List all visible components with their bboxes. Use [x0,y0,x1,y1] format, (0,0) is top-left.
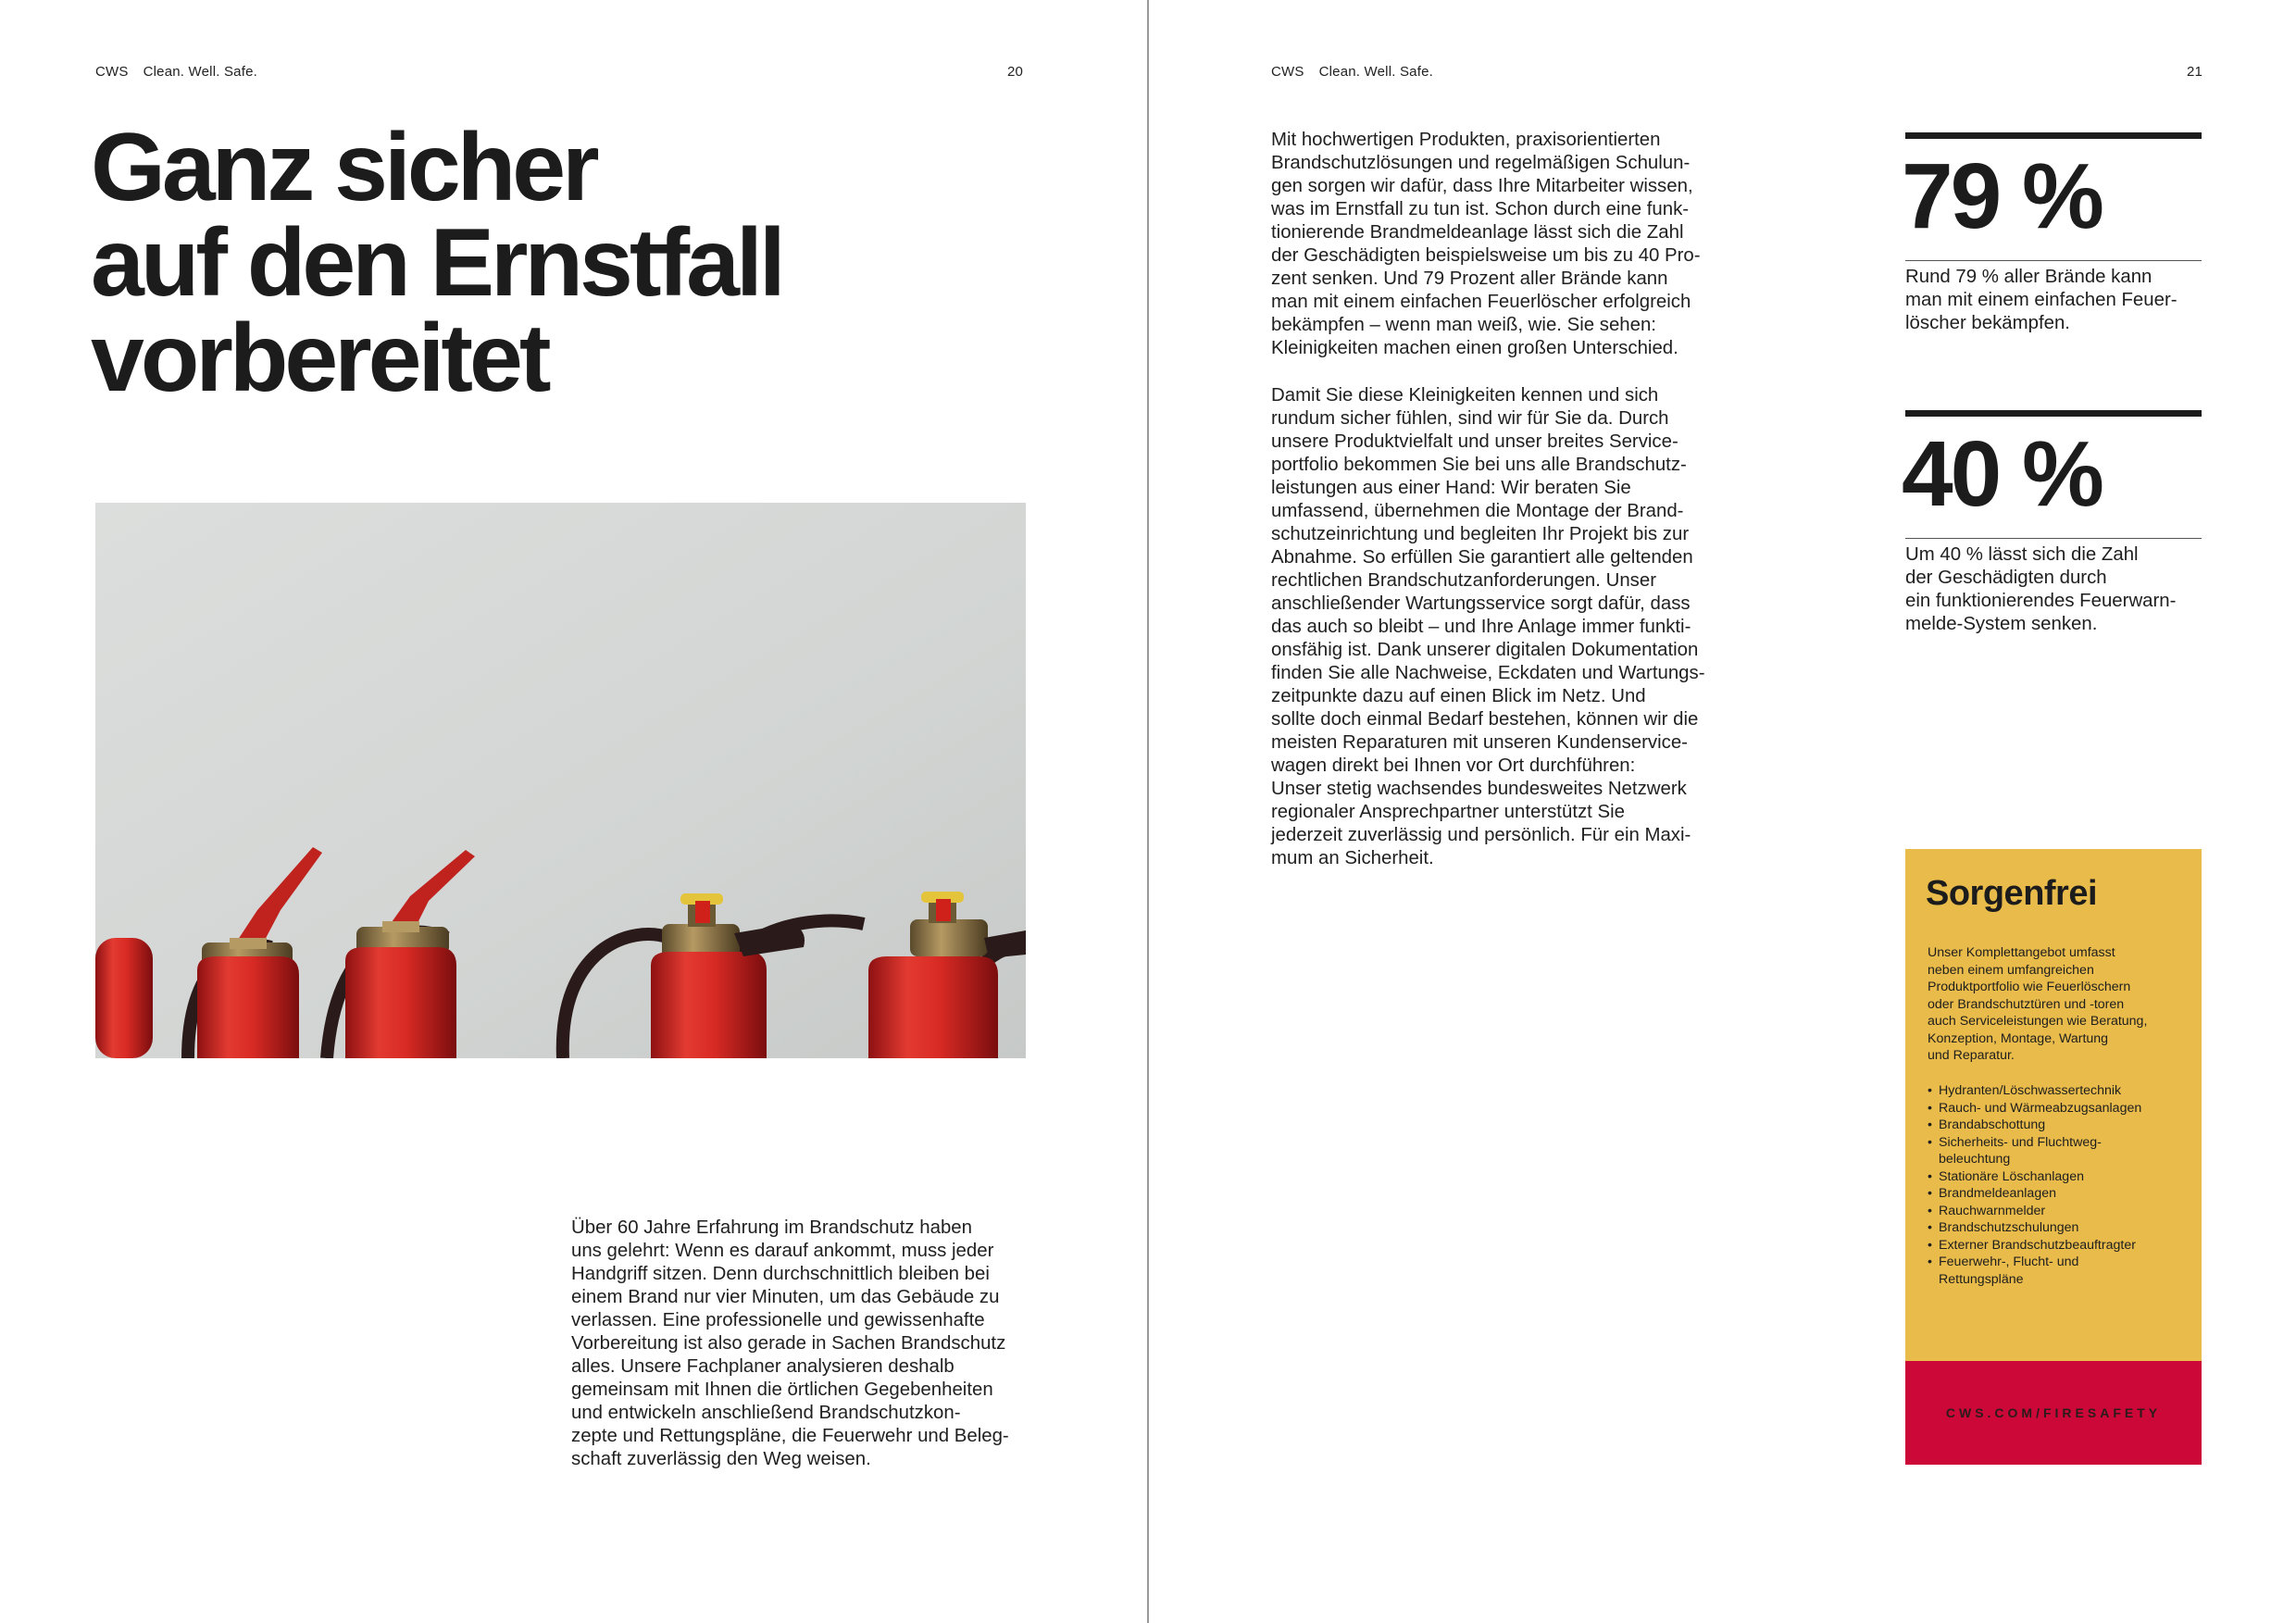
list-item: • Hydranten/Löschwassertechnik [1928,1082,2196,1100]
stat-description: Rund 79 % aller Brände kann man mit einem einfachen Feuer- löscher bekämpfen. [1905,267,2177,333]
stat-rule [1905,538,2202,539]
list-item: • Rauch- und Wärmeabzugsanlagen [1928,1100,2196,1117]
list-item: • Rauchwarnmelder [1928,1203,2196,1220]
fire-extinguishers-photo [95,503,1026,1058]
sorgenfrei-text: Unser Komplettangebot umfasst neben einem umfangreichen Produktportfolio wie Feuerlöschern oder Brandschutztüren und -toren auch Serviceleistungen wie Beratung, Konzeption, Montage, Wartung und Reparatur. [1928,945,2148,1063]
page-number-left: 20 [1007,64,1024,80]
service-list [1928,1082,2196,1288]
brand-label: CWS [95,64,129,80]
right-running-header [1271,64,1433,80]
stat-value: 40 % [1902,422,2102,526]
stat-rule-top [1905,410,2202,417]
page-headline: Ganz sicher auf den Ernstfall vorbereitet [91,114,782,412]
brand-label: CWS [1271,64,1304,80]
page-divider [1147,0,1149,1623]
stat-description: Um 40 % lässt sich die Zahl der Geschädigten durch ein funktionierendes Feuerwarn- melde-System senken. [1905,544,2177,634]
body-paragraph-2: Damit Sie diese Kleinigkeiten kennen und sich rundum sicher fühlen, sind wir für Sie da. Durch unsere Produktvielfalt und unser breites Service- portfolio bekommen Sie bei uns alle Brandschutz- leistungen aus einer Hand: Wir beraten Sie umfassend, übernehmen die Montage der Brand- schutzeinrichtung und begleiten Ihr Projekt bis zur Abnahme. So erfüllen Sie garantiert alle geltenden rechtlichen Brandschutzanforderungen. Unser anschließender Wartungsservice sorgt dafür, dass das auch so bleibt – und Ihre Anlage immer funkti- onsfähig ist. Dank unserer digitalen Dokumentation finden Sie alle Nachweise, Eckdaten und Wartungs- zeitpunkte dazu auf einen Blick im Netz. Und sollte doch einmal Bedarf bestehen, können wir die meisten Reparaturen mit unseren Kundenservice- wagen direkt bei Ihnen vor Ort durchführen: Unser stetig wachsendes bundesweites Netzwerk regionaler Ansprechpartner unterstützt Sie jederzeit zuverlässig und persönlich. Für ein Maxi- mum an Sicherheit. [1271,385,1705,868]
firesafety-link[interactable]: CWS.COM/FIRESAFETY [1945,1405,2162,1420]
page-number-right: 21 [2187,64,2203,80]
tagline: Clean. Well. Safe. [1318,64,1433,80]
stat-rule-top [1905,132,2202,139]
list-item: • Feuerwehr-, Flucht- und Rettungspläne [1928,1254,2196,1288]
stat-rule [1905,260,2202,261]
list-item: • Sicherheits- und Fluchtweg- beleuchtung [1928,1134,2196,1168]
sorgenfrei-title: Sorgenfrei [1926,874,2098,913]
tagline: Clean. Well. Safe. [143,64,257,80]
list-item: • Externer Brandschutzbeauftragter [1928,1237,2196,1255]
stat-value: 79 % [1902,144,2102,248]
list-item: • Brandabschottung [1928,1117,2196,1134]
firesafety-url-box[interactable] [1905,1361,2202,1465]
intro-paragraph: Über 60 Jahre Erfahrung im Brandschutz haben uns gelehrt: Wenn es darauf ankommt, muss jeder Handgriff sitzen. Denn durchschnittlich bleiben bei einem Brand nur vier Minuten, um das Gebäude zu verlassen. Eine professionelle und gewissenhafte Vorbereitung ist also gerade in Sachen Brandschutz alles. Unsere Fachplaner analysieren deshalb gemeinsam mit Ihnen die örtlichen Gegebenheiten und entwickeln anschließend Brandschutzkon- zepte und Rettungspläne, die Feuerwehr und Beleg- schaft zuverlässig den Weg weisen. [571,1217,1009,1469]
left-running-header [95,64,257,80]
list-item: • Brandschutzschulungen [1928,1219,2196,1237]
body-paragraph-1: Mit hochwertigen Produkten, praxisorientierten Brandschutzlösungen und regelmäßigen Schulun- gen sorgen wir dafür, dass Ihre Mitarbeiter wissen, was im Ernstfall zu tun ist. Schon durch eine funk- tionierende Brandmeldeanlage lässt sich die Zahl der Geschädigten beispielsweise um bis zu 40 Pro- zent senken. Und 79 Prozent aller Brände kann man mit einem einfachen Feuerlöscher erfolgreich bekämpfen – wenn man weiß, wie. Sie sehen: Kleinigkeiten machen einen großen Unterschied. [1271,130,1701,358]
list-item: • Stationäre Löschanlagen [1928,1168,2196,1186]
list-item: • Brandmeldeanlagen [1928,1185,2196,1203]
